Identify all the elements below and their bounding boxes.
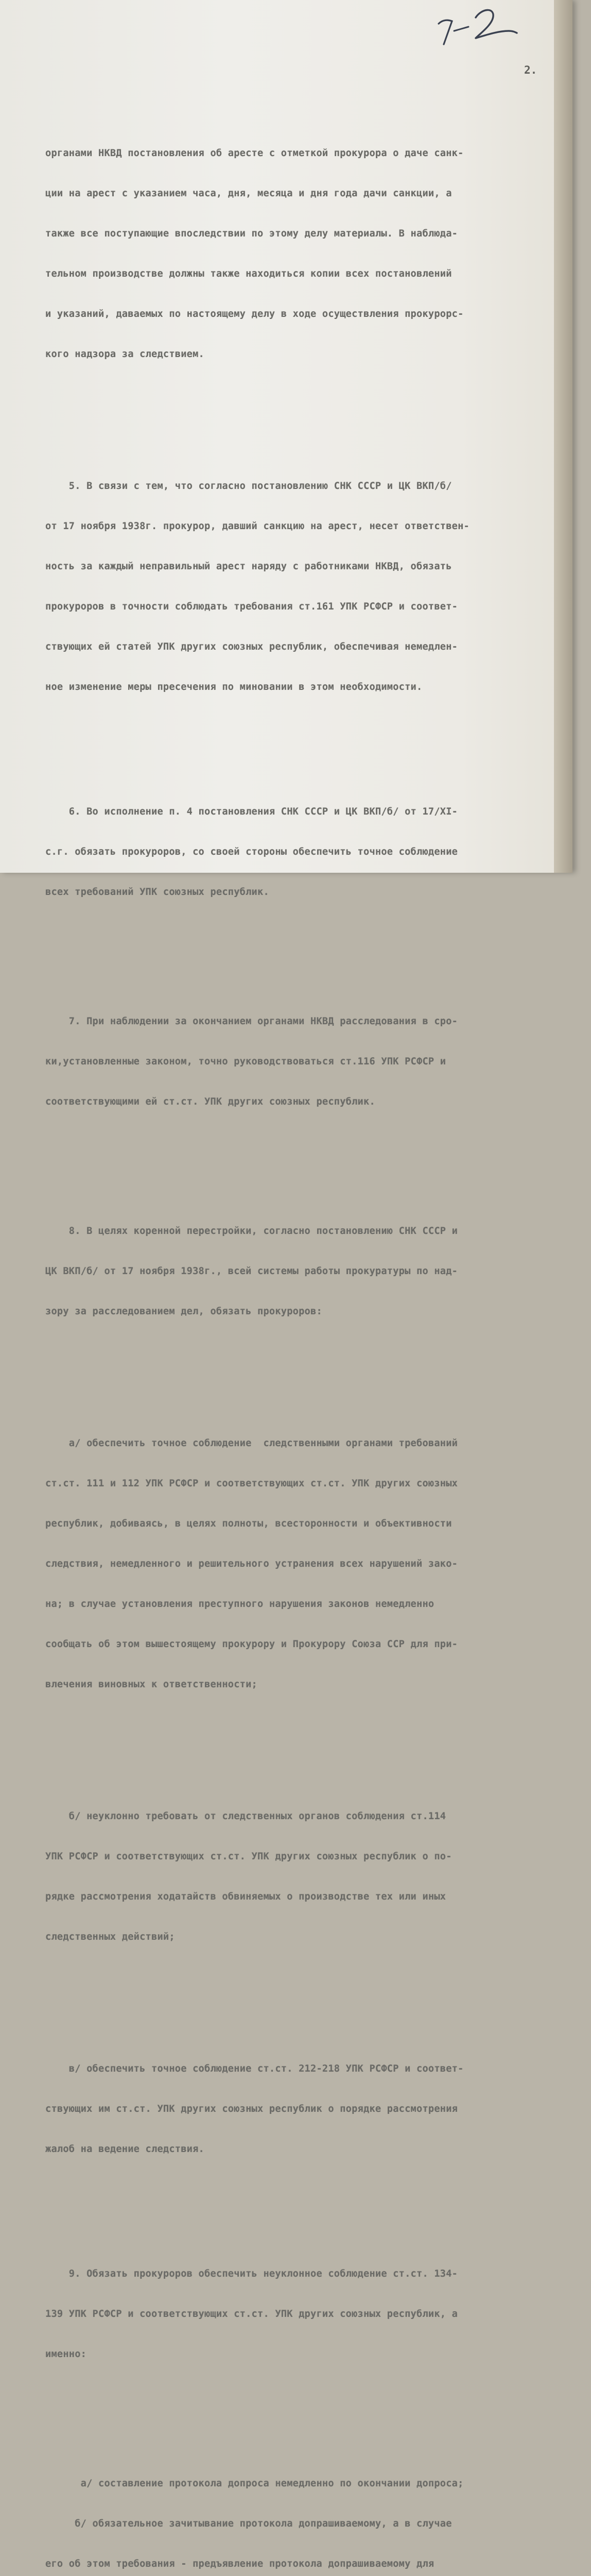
- paragraph-item-9-subitems: [45, 2450, 575, 2576]
- handwritten-page-mark: [437, 4, 519, 45]
- text-line: ность за каждый неправильный арест наряду с работниками НКВД, обязать: [45, 561, 452, 572]
- text-line: б/ обязательное зачитывание протокола допрашиваемому, а в случае: [45, 2518, 452, 2529]
- paragraph-item-8a: [45, 1410, 575, 1718]
- text-line: его об этом требования - предъявление протокола допрашиваемому для: [45, 2558, 434, 2569]
- paragraph-item-8v: [45, 2036, 575, 2183]
- text-line: б/ неуклонно требовать от следственных органов соблюдения ст.114: [45, 1811, 446, 1822]
- text-line: всех требований УПК союзных республик.: [45, 887, 269, 897]
- paragraph-item-8: [45, 1198, 575, 1345]
- text-line: в/ обеспечить точное соблюдение ст.ст. 212-218 УПК РСФСР и соответ-: [45, 2063, 464, 2074]
- paragraph-item-8b: [45, 1783, 575, 1971]
- text-line: республик, добиваясь, в целях полноты, всесторонности и объективности: [45, 1518, 452, 1529]
- paragraph-continuation: [45, 120, 575, 388]
- text-line: 6. Во исполнение п. 4 постановления СНК СССР и ЦК ВКП/б/ от 17/XI-: [45, 806, 458, 817]
- text-line: 8. В целях коренной перестройки, согласно постановлению СНК СССР и: [45, 1226, 458, 1236]
- text-line: органами НКВД постановления об аресте с отметкой прокурора о даче санк-: [45, 148, 464, 159]
- text-line: кого надзора за следствием.: [45, 349, 204, 360]
- page-number: 2.: [524, 64, 537, 76]
- text-line: от 17 ноября 1938г. прокурор, давший санкцию на арест, несет ответствен-: [45, 521, 470, 532]
- text-line: зору за расследованием дел, обязать прокуроров:: [45, 1306, 322, 1317]
- text-line: ции на арест с указанием часа, дня, месяца и дня года дачи санкции, а: [45, 188, 452, 199]
- text-line: ст.ст. 111 и 112 УПК РСФСР и соответствующих ст.ст. УПК других союзных: [45, 1478, 458, 1489]
- text-line: с.г. обязать прокуроров, со своей стороны обеспечить точное соблюдение: [45, 846, 458, 857]
- text-line: сообщать об этом вышестоящему прокурору и Прокурору Союза ССР для при-: [45, 1639, 458, 1650]
- text-line: тельном производстве должны также находиться копии всех постановлений: [45, 268, 452, 279]
- handwritten-mark-icon: [437, 4, 519, 45]
- text-line: следствия, немедленного и решительного устранения всех нарушений зако-: [45, 1558, 458, 1569]
- paragraph-item-5: [45, 453, 575, 721]
- text-line: 139 УПК РСФСР и соответствующих ст.ст. УПК других союзных республик, а: [45, 2309, 458, 2319]
- text-line: рядке рассмотрения ходатайств обвиняемых о производстве тех или иных: [45, 1891, 446, 1902]
- text-line: на; в случае установления преступного нарушения законов немедленно: [45, 1599, 434, 1609]
- text-line: 9. Обязать прокуроров обеспечить неуклонное соблюдение ст.ст. 134-: [45, 2268, 458, 2279]
- text-line: и указаний, даваемых по настоящему делу в ходе осуществления прокурорс-: [45, 309, 464, 319]
- text-line: а/ обеспечить точное соблюдение следственными органами требований: [45, 1438, 458, 1449]
- paragraph-item-6: [45, 778, 575, 926]
- text-line: ное изменение меры пресечения по миновании в этом необходимости.: [45, 682, 423, 692]
- text-line: прокуроров в точности соблюдать требования ст.161 УПК РСФСР и соответ-: [45, 601, 458, 612]
- text-line: ствующих им ст.ст. УПК других союзных республик о порядке рассмотрения: [45, 2104, 458, 2114]
- paragraph-item-7: [45, 988, 575, 1136]
- text-line: 7. При наблюдении за окончанием органами НКВД расследования в сро-: [45, 1016, 458, 1027]
- text-line: 5. В связи с тем, что согласно постановлению СНК СССР и ЦК ВКП/б/: [45, 481, 452, 492]
- text-line: соответствующими ей ст.ст. УПК других союзных республик.: [45, 1096, 375, 1107]
- text-line: жалоб на ведение следствия.: [45, 2144, 204, 2155]
- text-line: влечения виновных к ответственности;: [45, 1679, 257, 1690]
- text-line: следственных действий;: [45, 1931, 175, 1942]
- text-line: а/ составление протокола допроса немедленно по окончании допроса;: [45, 2478, 464, 2489]
- text-line: ствующих ей статей УПК других союзных республик, обеспечивая немедлен-: [45, 641, 458, 652]
- text-line: УПК РСФСР и соответствующих ст.ст. УПК других союзных республик о по-: [45, 1851, 452, 1862]
- text-line: именно:: [45, 2349, 87, 2360]
- text-line: ЦК ВКП/б/ от 17 ноября 1938г., всей системы работы прокуратуры по над-: [45, 1266, 458, 1277]
- text-line: ки,установленные законом, точно руководствоваться ст.116 УПК РСФСР и: [45, 1056, 446, 1067]
- document-body: [45, 93, 575, 2576]
- paragraph-item-9: [45, 2241, 575, 2388]
- text-line: также все поступающие впоследствии по этому делу материалы. В наблюда-: [45, 228, 458, 239]
